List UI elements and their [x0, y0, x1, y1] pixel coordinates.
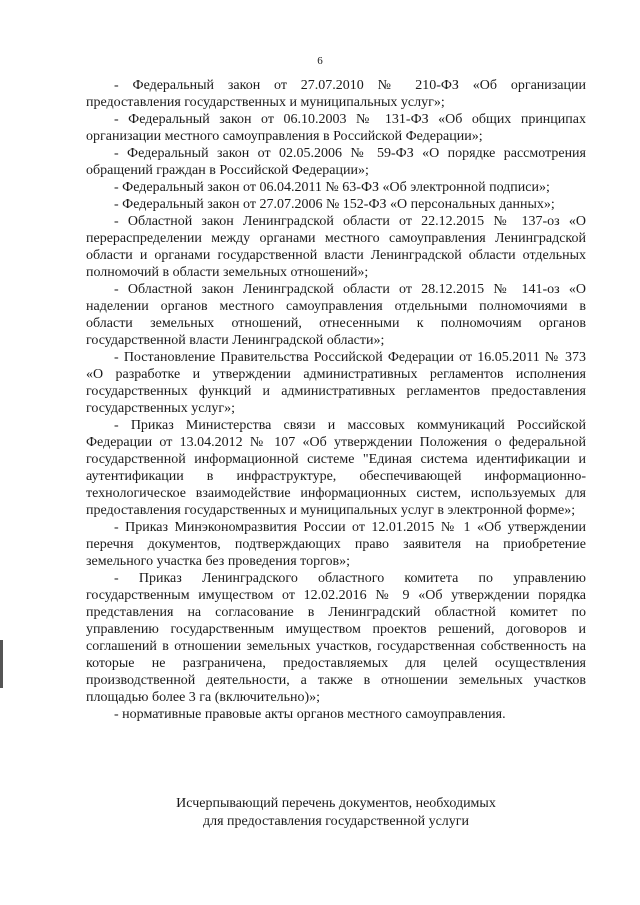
section-heading: [86, 795, 586, 831]
list-item: - Приказ Министерства связи и массовых коммуникаций Российской Федерации от 13.04.2012 № 107 «Об утверждении Положения о федеральной государственной информационной системе "Единая система идентификации и аутентификации в инфраструктуре, обеспечивающей информационно-технологическое взаимодействие информационных систем, используемых для предоставления государственных и муниципальных услуг в электронной форме»;: [86, 418, 586, 518]
section-heading-line-2: для предоставления государственной услуги: [202, 814, 470, 829]
list-item: - Областной закон Ленинградской области от 22.12.2015 № 137-оз «О перераспределении между органами местного самоуправления Ленинградской области и органами государственной власти Ленинградской области отдельных полномочий в области земельных отношений»;: [86, 214, 586, 280]
list-item: - нормативные правовые акты органов местного самоуправления.: [114, 707, 506, 722]
list-item: - Приказ Ленинградского областного комитета по управлению государственным имуществом от 12.02.2016 № 9 «Об утверждении порядка представления на согласование в Ленинградский областной комитет по управлению государственным имуществом проектов решений, договоров и соглашений в отношении земельных участков, государственная собственность на которые не разграничена, предоставляемых для целей осуществления производственной деятельности, а также в отношении земельных участков площадью более 3 га (включительно)»;: [86, 571, 586, 705]
list-item: - Федеральный закон от 02.05.2006 № 59-ФЗ «О порядке рассмотрения обращений граждан в Российской Федерации»;: [86, 146, 586, 178]
legal-acts-list: [86, 77, 586, 723]
list-item: - Федеральный закон от 27.07.2006 № 152-ФЗ «О персональных данных»;: [114, 197, 555, 212]
list-item: - Федеральный закон от 06.10.2003 № 131-ФЗ «Об общих принципах организации местного самоуправления в Российской Федерации»;: [86, 112, 586, 144]
scan-edge-mark: [0, 640, 3, 688]
list-item: - Областной закон Ленинградской области от 28.12.2015 № 141-оз «О наделении органов местного самоуправления отдельными полномочиями в области земельных отношений, отнесенными к полномочиям органов государственной власти Ленинградской области»;: [86, 282, 586, 348]
section-heading-line-1: Исчерпывающий перечень документов, необходимых: [176, 796, 496, 811]
list-item: - Федеральный закон от 06.04.2011 № 63-ФЗ «Об электронной подписи»;: [114, 180, 550, 195]
page-number: 6: [317, 55, 323, 67]
list-item: - Федеральный закон от 27.07.2010 № 210-ФЗ «Об организации предоставления государственных и муниципальных услуг»;: [86, 78, 586, 110]
list-item: - Постановление Правительства Российской Федерации от 16.05.2011 № 373 «О разработке и утверждении административных регламентов исполнения государственных функций и административных регламентов предоставления государственных услуг»;: [86, 350, 586, 416]
list-item: - Приказ Минэкономразвития России от 12.01.2015 № 1 «Об утверждении перечня документов, подтверждающих право заявителя на приобретение земельного участка без проведения торгов»;: [86, 520, 586, 569]
